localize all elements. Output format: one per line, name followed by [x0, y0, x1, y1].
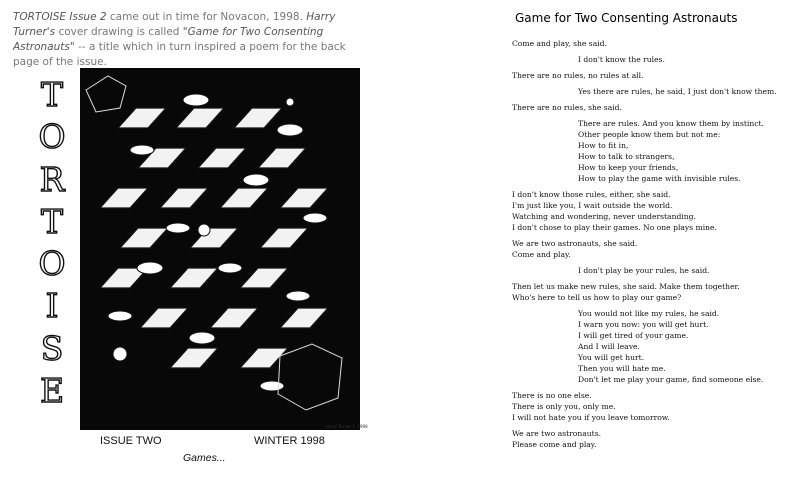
- masthead-letter: T: [40, 75, 63, 114]
- intro-cover-title: "Game for Two Consenting Astronauts": [13, 26, 324, 53]
- masthead-letter: E: [39, 370, 65, 410]
- poem-line: Then let us make new rules, she said. Make them together.: [512, 282, 740, 291]
- poem-line: Watching and wondering, never understanding.: [512, 212, 696, 221]
- poem: [512, 10, 797, 455]
- poem-line: Then you will hate me.: [578, 364, 666, 373]
- intro-paragraph: [13, 10, 358, 70]
- issue-theme: Games...: [183, 452, 226, 464]
- poem-line: There are no rules, she said.: [512, 103, 622, 112]
- poem-stanza: [512, 390, 797, 423]
- poem-line: You would not like my rules, he said.: [578, 309, 720, 318]
- poem-line: I don't play be your rules, he said.: [578, 266, 710, 275]
- poem-stanza: [512, 118, 797, 184]
- issue-date: WINTER 1998: [254, 435, 325, 447]
- poem-line: We are two astronauts.: [512, 429, 602, 438]
- poem-title: Game for Two Consenting Astronauts: [515, 11, 738, 25]
- poem-line: How to keep your friends,: [578, 163, 679, 172]
- poem-stanza: [512, 308, 797, 385]
- poem-line: How to talk to strangers,: [578, 152, 675, 161]
- intro-artist: Harry Turner's: [13, 11, 336, 38]
- poem-line: I will not hate you if you leave tomorrow.: [512, 413, 670, 422]
- poem-line: How to play the game with invisible rules.: [578, 174, 741, 183]
- poem-stanza: [512, 54, 797, 65]
- intro-text: cover drawing is called: [55, 26, 183, 38]
- masthead-letter: R: [39, 159, 65, 199]
- poem-stanzas: [512, 38, 797, 450]
- issue-label: ISSUE TWO: [100, 435, 162, 447]
- poem-line: I don't know the rules.: [578, 55, 665, 64]
- poem-line: There are no rules, no rules at all.: [512, 71, 644, 80]
- poem-line: Come and play.: [512, 250, 571, 259]
- poem-stanza: [512, 86, 797, 97]
- poem-stanza: [512, 281, 797, 303]
- poem-line: You will get hurt.: [578, 353, 645, 362]
- cover-artwork-svg: [80, 68, 360, 430]
- poem-line: Please come and play.: [512, 440, 597, 449]
- masthead-letter: I: [45, 286, 59, 326]
- poem-line: How to fit in,: [578, 141, 629, 150]
- poem-line: I will get tired of your game.: [578, 331, 689, 340]
- intro-magazine-title: TORTOISE Issue 2: [13, 11, 107, 23]
- poem-line: I'm just like you, I wait outside the world.: [512, 201, 673, 210]
- poem-stanza: [512, 189, 797, 233]
- masthead-letter: S: [40, 328, 64, 368]
- poem-line: I don't know those rules, either, she said.: [512, 190, 671, 199]
- poem-line: Don't let me play your game, find someone else.: [578, 375, 764, 384]
- poem-stanza: [512, 38, 797, 49]
- intro-text: came out in time for Novacon, 1998.: [106, 11, 307, 23]
- poem-line: And I will leave.: [578, 342, 640, 351]
- poem-line: Other people know them but not me:: [578, 130, 721, 139]
- poem-line: I warn you now: you will get hurt.: [578, 320, 709, 329]
- poem-stanza: [512, 428, 797, 450]
- cover-illustration: [80, 68, 360, 430]
- masthead-letter: O: [38, 117, 66, 157]
- intro-text: -- a title which in turn inspired a poem for the back page of the issue.: [13, 41, 346, 68]
- poem-stanza: [512, 70, 797, 81]
- poem-line: I don't chose to play their games. No one plays mine.: [512, 223, 717, 232]
- poem-stanza: [512, 265, 797, 276]
- masthead-letter: O: [38, 244, 66, 284]
- poem-line: We are two astronauts, she said.: [512, 239, 638, 248]
- masthead-letter: T: [40, 201, 63, 241]
- poem-line: There is no one else.: [512, 391, 592, 400]
- poem-line: There are rules. And you know them by instinct.: [578, 119, 764, 128]
- poem-line: There is only you, only me.: [512, 402, 616, 411]
- tortoise-masthead: [26, 75, 78, 410]
- poem-line: Yes there are rules, he said, I just don't know them.: [578, 87, 777, 96]
- poem-line: Come and play, she said.: [512, 39, 607, 48]
- artist-credit: Harry Turner © 1998: [326, 424, 368, 429]
- poem-stanza: [512, 238, 797, 260]
- poem-stanza: [512, 102, 797, 113]
- poem-line: Who's here to tell us how to play our game?: [512, 293, 682, 302]
